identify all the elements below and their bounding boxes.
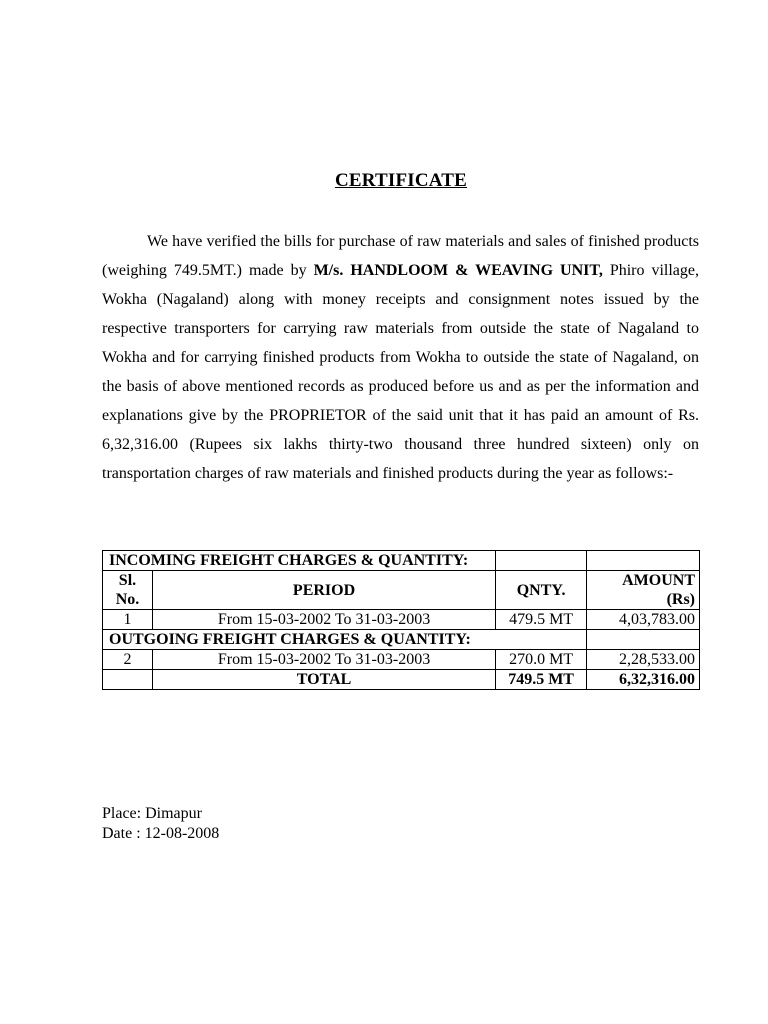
certificate-paragraph — [102, 227, 699, 488]
incoming-sl: 1 — [103, 610, 153, 630]
paragraph-rest: Phiro village, Wokha (Nagaland) along with money receipts and consignment notes issued by the respective transporters for carrying raw materials from outside the state of Nagaland to Wokha and for carrying finished products from Wokha to outside the state of Nagaland, on the basis of above mentioned records as produced before us and as per the information and explanations give by the PROPRIETOR of the said unit that it has paid an amount of Rs. 6,32,316.00 (Rupees six lakhs thirty-two thousand three hundred sixteen) only on transportation charges of raw materials and finished products during the year as follows:- — [102, 262, 700, 482]
empty-cell — [496, 551, 587, 571]
incoming-heading: INCOMING FREIGHT CHARGES & QUANTITY: — [103, 551, 496, 571]
freight-charges-table — [102, 550, 700, 690]
total-qnty: 749.5 MT — [496, 670, 587, 690]
header-amount-line1: AMOUNT — [622, 572, 695, 589]
empty-cell — [587, 551, 700, 571]
header-sl-no — [103, 571, 153, 610]
total-row — [103, 670, 700, 690]
footer-block — [102, 804, 219, 844]
table-header-row — [103, 571, 700, 610]
incoming-amount: 4,03,783.00 — [587, 610, 700, 630]
total-label: TOTAL — [152, 670, 495, 690]
outgoing-period: From 15-03-2002 To 31-03-2003 — [152, 650, 495, 670]
header-sl-line2: No. — [115, 591, 140, 608]
header-amount — [587, 571, 700, 610]
incoming-qnty: 479.5 MT — [496, 610, 587, 630]
header-period: PERIOD — [152, 571, 495, 610]
outgoing-amount: 2,28,533.00 — [587, 650, 700, 670]
outgoing-heading-row — [103, 630, 700, 650]
header-amount-line2: (Rs) — [666, 591, 695, 608]
total-amount: 6,32,316.00 — [587, 670, 700, 690]
paragraph-intro: We have verified the bills for purchase of raw materials and sales of finished products (weighing 749.5MT.) made by — [102, 233, 699, 279]
header-sl-line1: Sl. — [118, 572, 137, 589]
place-text: Place: Dimapur — [102, 805, 202, 822]
table-row — [103, 650, 700, 670]
incoming-heading-row — [103, 551, 700, 571]
empty-cell — [103, 670, 153, 690]
outgoing-sl: 2 — [103, 650, 153, 670]
outgoing-heading: OUTGOING FREIGHT CHARGES & QUANTITY: — [103, 630, 587, 650]
table-row — [103, 610, 700, 630]
certificate-title: CERTIFICATE — [334, 170, 468, 191]
empty-cell — [587, 630, 700, 650]
incoming-period: From 15-03-2002 To 31-03-2003 — [152, 610, 495, 630]
firm-name: M/s. HANDLOOM & WEAVING UNIT, — [313, 262, 603, 279]
outgoing-qnty: 270.0 MT — [496, 650, 587, 670]
header-qnty: QNTY. — [496, 571, 587, 610]
date-text: Date : 12-08-2008 — [102, 825, 220, 842]
